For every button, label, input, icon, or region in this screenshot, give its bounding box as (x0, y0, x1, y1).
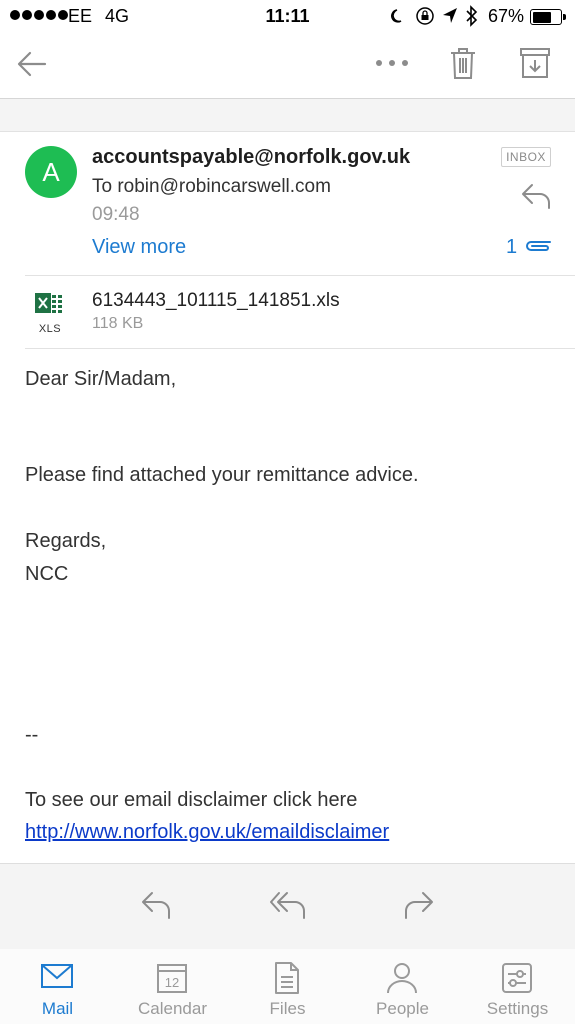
network-type: 4G (105, 6, 130, 26)
disclaimer-text: To see our email disclaimer click here (25, 789, 358, 811)
sender-address[interactable]: accountspayable@norfolk.gov.uk (92, 146, 411, 168)
message-time: 09:48 (92, 204, 140, 225)
archive-icon[interactable] (519, 47, 551, 79)
disclaimer-link[interactable]: http://www.norfolk.gov.uk/emaildisclaimer (25, 821, 390, 843)
tab-bar (0, 949, 575, 1024)
reply-all-icon[interactable] (269, 890, 307, 920)
greeting-text: Dear Sir/Madam, (25, 368, 177, 390)
message-toolbar (0, 32, 575, 99)
status-time: 11:11 (265, 6, 310, 26)
tab-label: People (376, 999, 429, 1018)
avatar: A (25, 146, 77, 198)
signature-text: NCC (25, 563, 69, 585)
carrier-name: EE (68, 6, 93, 26)
divider (25, 275, 575, 276)
bluetooth-icon (465, 5, 479, 27)
reply-icon[interactable] (140, 890, 172, 920)
calendar-icon (155, 961, 189, 995)
back-arrow-icon[interactable] (16, 50, 48, 78)
signature-separator: -- (25, 724, 39, 746)
reply-bar (0, 863, 575, 950)
tab-label: Calendar (138, 999, 207, 1018)
tab-label: Files (269, 999, 306, 1018)
forward-icon[interactable] (403, 890, 435, 920)
rotation-lock-icon (415, 6, 435, 26)
regards-text: Regards, (25, 530, 107, 552)
more-icon[interactable] (374, 58, 410, 68)
reply-icon[interactable] (520, 182, 552, 210)
settings-icon (500, 961, 534, 995)
tab-label: Settings (486, 999, 549, 1018)
tab-label: Mail (41, 999, 74, 1018)
tab-settings[interactable] (460, 949, 575, 1024)
view-more-link[interactable]: View more (92, 236, 187, 258)
attachment-filename[interactable]: 6134443_101115_141851.xls (92, 290, 340, 311)
recipient-line[interactable]: To robin@robincarswell.com (92, 176, 331, 197)
folder-badge: INBOX (501, 147, 551, 167)
location-icon (442, 7, 458, 25)
tab-people[interactable] (345, 949, 460, 1024)
excel-file-icon[interactable] (35, 290, 65, 316)
battery-icon (530, 9, 562, 25)
tab-mail[interactable] (0, 949, 115, 1024)
files-icon (270, 961, 304, 995)
message-text: Please find attached your remittance advice. (25, 464, 419, 486)
divider (25, 348, 575, 349)
battery-percentage: 67% (488, 6, 525, 26)
attachment-count[interactable]: 1 (506, 236, 518, 258)
file-type-label: XLS (38, 323, 62, 335)
trash-icon[interactable] (449, 46, 477, 80)
tab-files[interactable] (230, 949, 345, 1024)
mail-icon (40, 961, 74, 991)
calendar-day: 12 (164, 975, 180, 990)
status-bar (0, 0, 575, 32)
paperclip-icon[interactable] (522, 236, 552, 256)
moon-icon (390, 8, 406, 24)
separator-band (0, 99, 575, 132)
attachment-size: 118 KB (92, 315, 144, 332)
people-icon (385, 961, 419, 995)
tab-calendar[interactable] (115, 949, 230, 1024)
